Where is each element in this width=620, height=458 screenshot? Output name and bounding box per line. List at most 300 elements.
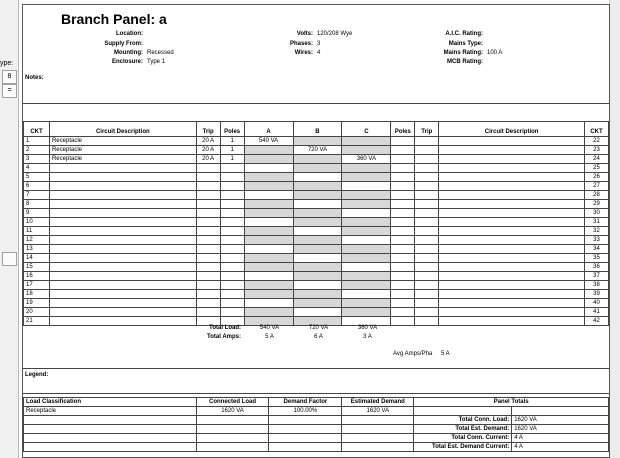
sidebar-tab-3[interactable] [2, 252, 17, 266]
col-poles: Poles [220, 122, 244, 137]
class-name: Receptacle [24, 407, 197, 416]
phase-a-load [244, 308, 293, 317]
phase-b-load [293, 299, 342, 308]
circuit-desc-right [439, 164, 585, 173]
avg-amps-value: 5 A [441, 351, 450, 357]
poles-right [391, 245, 415, 254]
circuit-desc [49, 317, 196, 326]
divider [23, 103, 609, 104]
poles: 1 [220, 146, 244, 155]
total-conn-load-value: 1620 VA [512, 416, 609, 425]
phase-a-load [244, 191, 293, 200]
table-row [24, 245, 609, 254]
ckt-left: 20 [24, 308, 50, 317]
trip [196, 191, 220, 200]
circuit-desc [49, 290, 196, 299]
col-phase-b: B [293, 122, 342, 137]
ckt-right: 41 [584, 308, 608, 317]
col-panel-totals: Panel Totals [414, 398, 609, 407]
divider [23, 368, 609, 369]
col-trip-right: Trip [415, 122, 439, 137]
table-row [24, 299, 609, 308]
total-est-demand-value: 1620 VA [512, 425, 609, 434]
phase-a-load [244, 245, 293, 254]
phase-c-load [342, 236, 391, 245]
circuit-desc-right [439, 317, 585, 326]
ckt-right: 32 [584, 227, 608, 236]
poles [220, 191, 244, 200]
circuit-desc [49, 308, 196, 317]
divider [23, 393, 609, 394]
legend-label: Legend: [25, 372, 49, 378]
trip [196, 218, 220, 227]
circuit-desc-right [439, 263, 585, 272]
circuit-desc [49, 173, 196, 182]
trip [196, 299, 220, 308]
phase-a-load [244, 299, 293, 308]
mains-rating-label: Mains Rating: [443, 50, 483, 56]
total-amps-b: 6 A [314, 334, 323, 340]
trip-right [415, 317, 439, 326]
sidebar-tab-2[interactable]: = [2, 84, 17, 98]
poles: 1 [220, 137, 244, 146]
trip: 20 A [196, 137, 220, 146]
circuit-desc-right [439, 290, 585, 299]
table-row [24, 209, 609, 218]
phase-b-load [293, 272, 342, 281]
phase-c-load [342, 272, 391, 281]
poles [220, 245, 244, 254]
left-panel-edge [0, 0, 19, 458]
trip-right [415, 218, 439, 227]
col-ckt: CKT [24, 122, 50, 137]
class-demand-factor: 100.00% [269, 407, 342, 416]
total-amps-label: Total Amps: [207, 334, 241, 340]
poles [220, 227, 244, 236]
phase-b-load [293, 308, 342, 317]
table-row [24, 218, 609, 227]
trip: 20 A [196, 155, 220, 164]
col-ckt-right: CKT [584, 122, 608, 137]
ckt-right: 31 [584, 218, 608, 227]
ckt-left: 7 [24, 191, 50, 200]
poles-right [391, 182, 415, 191]
circuit-desc-right [439, 245, 585, 254]
circuit-desc [49, 254, 196, 263]
class-connected: 1620 VA [196, 407, 269, 416]
aic-label: A.I.C. Rating: [445, 31, 483, 37]
phase-a-load [244, 227, 293, 236]
total-load-c: 360 VA [357, 325, 378, 331]
circuit-desc-right [439, 173, 585, 182]
circuit-desc-right [439, 236, 585, 245]
ckt-right: 25 [584, 164, 608, 173]
circuit-desc-right [439, 155, 585, 164]
ckt-right: 27 [584, 182, 608, 191]
poles-right [391, 272, 415, 281]
col-demand-factor: Demand Factor [269, 398, 342, 407]
trip [196, 182, 220, 191]
phase-a-load [244, 281, 293, 290]
poles-right [391, 155, 415, 164]
supply-label: Supply From: [104, 41, 143, 47]
table-row [24, 200, 609, 209]
phase-c-load [342, 173, 391, 182]
trip [196, 308, 220, 317]
col-estimated-demand: Estimated Demand [342, 398, 414, 407]
phase-c-load [342, 281, 391, 290]
trip-right [415, 227, 439, 236]
phase-a-load [244, 263, 293, 272]
phase-c-load [342, 245, 391, 254]
trip-right [415, 191, 439, 200]
poles-right [391, 137, 415, 146]
table-row [24, 227, 609, 236]
phase-a-load [244, 182, 293, 191]
ckt-right: 28 [584, 191, 608, 200]
phase-b-load [293, 182, 342, 191]
table-row [24, 308, 609, 317]
poles-right [391, 281, 415, 290]
poles [220, 254, 244, 263]
ckt-left: 8 [24, 200, 50, 209]
trip-right [415, 245, 439, 254]
panel-schedule-sheet [22, 4, 610, 458]
circuit-desc-right [439, 146, 585, 155]
phase-b-load [293, 209, 342, 218]
mounting-label: Mounting: [114, 50, 143, 56]
phase-b-load [293, 200, 342, 209]
table-row [24, 182, 609, 191]
circuit-desc [49, 182, 196, 191]
ckt-left: 21 [24, 317, 50, 326]
table-row [24, 236, 609, 245]
trip-right [415, 164, 439, 173]
poles [220, 209, 244, 218]
ckt-right: 42 [584, 317, 608, 326]
phase-b-load [293, 281, 342, 290]
total-est-demand-label: Total Est. Demand: [414, 425, 512, 434]
table-row [24, 272, 609, 281]
trip [196, 200, 220, 209]
ckt-left: 14 [24, 254, 50, 263]
circuit-desc [49, 272, 196, 281]
mounting-value: Recessed [147, 50, 174, 56]
trip [196, 209, 220, 218]
enclosure-label: Enclosure: [111, 59, 143, 65]
total-conn-load-label: Total Conn. Load: [414, 416, 512, 425]
phase-a-load [244, 200, 293, 209]
ckt-right: 39 [584, 290, 608, 299]
table-row [24, 137, 609, 146]
phase-b-load [293, 191, 342, 200]
notes-label: Notes: [25, 75, 44, 81]
classification-header [24, 398, 609, 407]
phase-a-load [244, 272, 293, 281]
phase-b-load [293, 218, 342, 227]
phase-b-load [293, 245, 342, 254]
total-amps-a: 5 A [265, 334, 274, 340]
page-title: Branch Panel: a [61, 11, 167, 27]
total-est-demand-current-value: 4 A [512, 443, 609, 452]
ckt-right: 24 [584, 155, 608, 164]
ckt-left: 18 [24, 290, 50, 299]
phase-c-load [342, 299, 391, 308]
ckt-left: 11 [24, 227, 50, 236]
phase-b-load: 720 VA [293, 146, 342, 155]
circuit-desc [49, 281, 196, 290]
ckt-left: 2 [24, 146, 50, 155]
poles-right [391, 317, 415, 326]
phases-value: 3 [317, 41, 321, 47]
ckt-left: 3 [24, 155, 50, 164]
scrollbar[interactable] [609, 0, 620, 458]
total-load-b: 720 VA [308, 325, 329, 331]
trip-right [415, 155, 439, 164]
ckt-left: 9 [24, 209, 50, 218]
phase-c-load [342, 200, 391, 209]
poles: 1 [220, 155, 244, 164]
ckt-right: 40 [584, 299, 608, 308]
ckt-left: 16 [24, 272, 50, 281]
poles-right [391, 200, 415, 209]
poles-right [391, 173, 415, 182]
poles-right [391, 236, 415, 245]
wires-label: Wires: [294, 50, 313, 56]
ckt-right: 36 [584, 263, 608, 272]
phase-a-load [244, 254, 293, 263]
phase-c-load: 360 VA [342, 155, 391, 164]
col-trip: Trip [196, 122, 220, 137]
circuit-desc-right [439, 299, 585, 308]
mains-type-label: Mains Type: [448, 41, 483, 47]
trip-right [415, 299, 439, 308]
ckt-right: 26 [584, 173, 608, 182]
ckt-left: 4 [24, 164, 50, 173]
table-row [24, 146, 609, 155]
poles [220, 290, 244, 299]
table-row [24, 425, 609, 434]
trip-right [415, 173, 439, 182]
phase-a-load [244, 290, 293, 299]
table-header [24, 122, 609, 137]
trip-right [415, 290, 439, 299]
poles-right [391, 191, 415, 200]
col-load-class: Load Classification [24, 398, 197, 407]
circuit-desc-right [439, 137, 585, 146]
table-row [24, 416, 609, 425]
trip-right [415, 236, 439, 245]
trip [196, 227, 220, 236]
trip [196, 254, 220, 263]
phase-c-load [342, 191, 391, 200]
poles [220, 200, 244, 209]
circuit-desc [49, 263, 196, 272]
phase-c-load [342, 227, 391, 236]
circuit-desc-right [439, 281, 585, 290]
ckt-left: 19 [24, 299, 50, 308]
phase-a-load [244, 146, 293, 155]
circuit-desc: Receptacle [49, 137, 196, 146]
trip-right [415, 137, 439, 146]
trip [196, 263, 220, 272]
poles [220, 236, 244, 245]
circuit-desc [49, 236, 196, 245]
phase-a-load [244, 218, 293, 227]
poles-right [391, 299, 415, 308]
trip-right [415, 281, 439, 290]
total-est-demand-current-label: Total Est. Demand Current: [414, 443, 512, 452]
circuit-desc [49, 191, 196, 200]
poles-right [391, 254, 415, 263]
circuit-desc-right [439, 254, 585, 263]
table-row [24, 290, 609, 299]
ckt-left: 10 [24, 218, 50, 227]
trip [196, 164, 220, 173]
type-label: ype: [0, 60, 14, 67]
circuit-desc [49, 227, 196, 236]
poles-right [391, 308, 415, 317]
ckt-right: 30 [584, 209, 608, 218]
col-connected-load: Connected Load [196, 398, 269, 407]
trip-right [415, 263, 439, 272]
col-poles-right: Poles [391, 122, 415, 137]
poles [220, 164, 244, 173]
table-row [24, 164, 609, 173]
circuit-table [23, 121, 609, 326]
circuit-desc [49, 299, 196, 308]
trip-right [415, 146, 439, 155]
circuit-desc [49, 164, 196, 173]
phase-b-load [293, 263, 342, 272]
poles-right [391, 209, 415, 218]
sidebar-tab-1[interactable]: 8 [2, 70, 17, 84]
trip [196, 281, 220, 290]
circuit-desc-right [439, 182, 585, 191]
class-estimated: 1620 VA [342, 407, 414, 416]
circuit-desc: Receptacle [49, 155, 196, 164]
trip-right [415, 272, 439, 281]
table-row [24, 443, 609, 452]
ckt-right: 35 [584, 254, 608, 263]
phase-b-load [293, 137, 342, 146]
phase-a-load [244, 155, 293, 164]
poles [220, 218, 244, 227]
phase-b-load [293, 164, 342, 173]
poles-right [391, 218, 415, 227]
total-conn-current-label: Total Conn. Current: [414, 434, 512, 443]
total-conn-current-value: 4 A [512, 434, 609, 443]
poles-right [391, 164, 415, 173]
poles-right [391, 290, 415, 299]
table-row [24, 281, 609, 290]
col-phase-a: A [244, 122, 293, 137]
phase-c-load [342, 182, 391, 191]
phase-b-load [293, 155, 342, 164]
total-load-a: 540 VA [259, 325, 280, 331]
phase-c-load [342, 290, 391, 299]
poles [220, 299, 244, 308]
trip-right [415, 254, 439, 263]
circuit-desc-right [439, 191, 585, 200]
circuit-desc-right [439, 308, 585, 317]
table-row [24, 407, 609, 416]
phase-b-load [293, 227, 342, 236]
circuit-desc-right [439, 209, 585, 218]
poles [220, 263, 244, 272]
ckt-right: 38 [584, 281, 608, 290]
ckt-left: 1 [24, 137, 50, 146]
phase-a-load [244, 173, 293, 182]
circuit-desc [49, 200, 196, 209]
trip-right [415, 182, 439, 191]
circuit-desc-right [439, 227, 585, 236]
phase-b-load [293, 254, 342, 263]
phase-a-load [244, 236, 293, 245]
total-load-label: Total Load: [209, 325, 241, 331]
enclosure-value: Type 1 [147, 59, 166, 65]
poles-right [391, 263, 415, 272]
mcb-label: MCB Rating: [447, 59, 483, 65]
phase-c-load [342, 308, 391, 317]
trip [196, 272, 220, 281]
ckt-left: 5 [24, 173, 50, 182]
ckt-right: 33 [584, 236, 608, 245]
trip [196, 236, 220, 245]
circuit-desc [49, 245, 196, 254]
circuit-desc-right [439, 272, 585, 281]
phases-label: Phases: [289, 41, 313, 47]
phase-b-load [293, 290, 342, 299]
phase-c-load [342, 263, 391, 272]
ckt-right: 29 [584, 200, 608, 209]
phase-b-load [293, 173, 342, 182]
ckt-left: 12 [24, 236, 50, 245]
poles [220, 182, 244, 191]
phase-c-load [342, 209, 391, 218]
phase-a-load [244, 209, 293, 218]
poles [220, 281, 244, 290]
trip [196, 290, 220, 299]
table-row [24, 434, 609, 443]
circuit-desc-right [439, 218, 585, 227]
trip [196, 173, 220, 182]
avg-amps-label: Avg Amps/Pha [393, 351, 433, 357]
poles [220, 308, 244, 317]
circuit-desc [49, 209, 196, 218]
table-row [24, 263, 609, 272]
location-label: Location: [116, 31, 143, 37]
trip-right [415, 308, 439, 317]
ckt-right: 23 [584, 146, 608, 155]
poles-right [391, 227, 415, 236]
trip: 20 A [196, 146, 220, 155]
trip-right [415, 200, 439, 209]
poles [220, 173, 244, 182]
phase-a-load [244, 164, 293, 173]
mains-rating-value: 100 A [487, 50, 503, 56]
ckt-right: 34 [584, 245, 608, 254]
ckt-left: 6 [24, 182, 50, 191]
table-row [24, 155, 609, 164]
phase-b-load [293, 236, 342, 245]
volts-value: 120/208 Wye [317, 31, 353, 37]
col-desc-right: Circuit Description [439, 122, 585, 137]
table-row [24, 173, 609, 182]
ckt-left: 17 [24, 281, 50, 290]
ckt-left: 15 [24, 263, 50, 272]
volts-label: Volts: [296, 31, 313, 37]
